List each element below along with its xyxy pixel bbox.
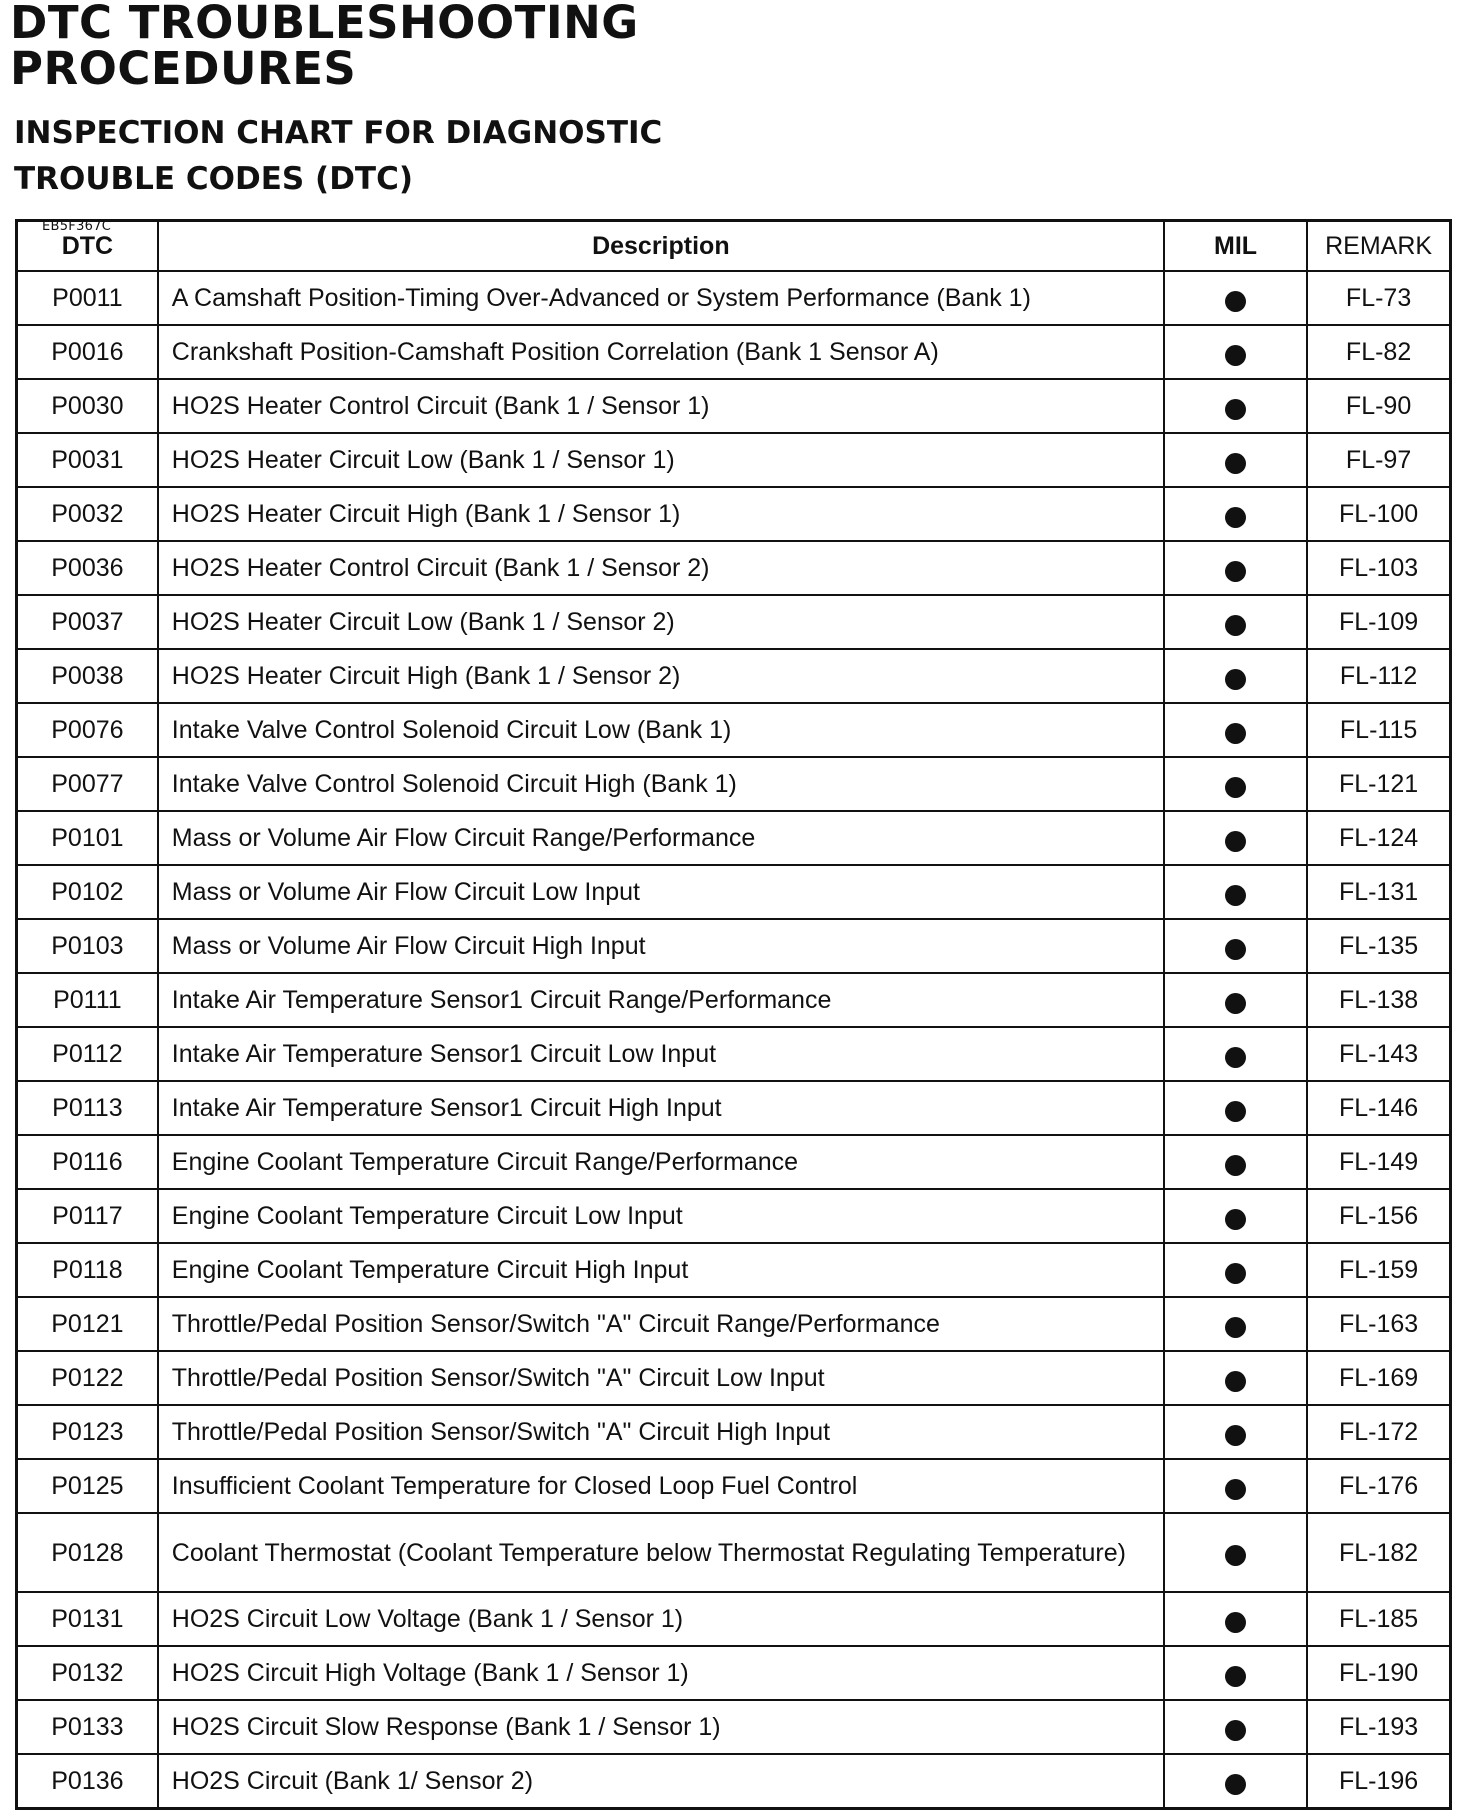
mil-cell (1164, 1297, 1307, 1351)
dtc-inspection-table (15, 219, 1452, 1810)
description-cell: HO2S Heater Circuit High (Bank 1 / Sensor 2) (158, 649, 1164, 703)
remark-cell: FL-90 (1307, 379, 1450, 433)
remark-cell: FL-176 (1307, 1459, 1450, 1513)
mil-cell (1164, 757, 1307, 811)
dtc-code-cell: P0101 (17, 811, 158, 865)
mil-on-dot-icon (1225, 1720, 1246, 1741)
dtc-code-cell: P0116 (17, 1135, 158, 1189)
remark-cell: FL-82 (1307, 325, 1450, 379)
mil-on-dot-icon (1225, 1666, 1246, 1687)
table-row (17, 1081, 1451, 1135)
dtc-code-cell: P0113 (17, 1081, 158, 1135)
mil-on-dot-icon (1225, 1209, 1246, 1230)
mil-on-dot-icon (1225, 615, 1246, 636)
mil-cell (1164, 1754, 1307, 1809)
remark-cell: FL-131 (1307, 865, 1450, 919)
mil-cell (1164, 487, 1307, 541)
remark-cell: FL-109 (1307, 595, 1450, 649)
table-row (17, 1700, 1451, 1754)
table-row (17, 649, 1451, 703)
mil-cell (1164, 1189, 1307, 1243)
mil-cell (1164, 1351, 1307, 1405)
dtc-code-cell: P0102 (17, 865, 158, 919)
table-row (17, 325, 1451, 379)
mil-on-dot-icon (1225, 345, 1246, 366)
mil-cell (1164, 973, 1307, 1027)
mil-on-dot-icon (1225, 399, 1246, 420)
mil-on-dot-icon (1225, 993, 1246, 1014)
page-title (10, 0, 639, 95)
mil-cell (1164, 703, 1307, 757)
remark-cell: FL-146 (1307, 1081, 1450, 1135)
table-row (17, 1351, 1451, 1405)
dtc-code-cell: P0125 (17, 1459, 158, 1513)
remark-cell: FL-112 (1307, 649, 1450, 703)
dtc-code-cell: P0077 (17, 757, 158, 811)
table-row (17, 433, 1451, 487)
description-cell: HO2S Heater Control Circuit (Bank 1 / Sensor 2) (158, 541, 1164, 595)
description-cell: Engine Coolant Temperature Circuit High Input (158, 1243, 1164, 1297)
remark-cell: FL-100 (1307, 487, 1450, 541)
table-row (17, 1459, 1451, 1513)
dtc-code-cell: P0037 (17, 595, 158, 649)
description-cell: Mass or Volume Air Flow Circuit Low Input (158, 865, 1164, 919)
mil-on-dot-icon (1225, 1263, 1246, 1284)
dtc-code-cell: P0122 (17, 1351, 158, 1405)
mil-on-dot-icon (1225, 1047, 1246, 1068)
table-row (17, 1243, 1451, 1297)
description-cell: HO2S Heater Circuit Low (Bank 1 / Sensor 1) (158, 433, 1164, 487)
table-row (17, 1646, 1451, 1700)
remark-cell: FL-159 (1307, 1243, 1450, 1297)
remark-cell: FL-193 (1307, 1700, 1450, 1754)
dtc-code-cell: P0111 (17, 973, 158, 1027)
mil-on-dot-icon (1225, 1371, 1246, 1392)
mil-on-dot-icon (1225, 1479, 1246, 1500)
table-row (17, 703, 1451, 757)
dtc-code-cell: P0136 (17, 1754, 158, 1809)
description-cell: A Camshaft Position-Timing Over-Advanced or System Performance (Bank 1) (158, 271, 1164, 325)
page-title-line-1: DTC TROUBLESHOOTING (10, 0, 639, 49)
table-row (17, 1754, 1451, 1809)
dtc-code-cell: P0036 (17, 541, 158, 595)
dtc-code-cell: P0123 (17, 1405, 158, 1459)
mil-cell (1164, 865, 1307, 919)
description-cell: HO2S Circuit Low Voltage (Bank 1 / Sensor 1) (158, 1592, 1164, 1646)
dtc-code-cell: P0031 (17, 433, 158, 487)
description-cell: Coolant Thermostat (Coolant Temperature below Thermostat Regulating Temperature) (158, 1513, 1164, 1592)
table-row (17, 757, 1451, 811)
dtc-code-cell: P0128 (17, 1513, 158, 1592)
table-row (17, 1027, 1451, 1081)
remark-cell: FL-182 (1307, 1513, 1450, 1592)
remark-cell: FL-124 (1307, 811, 1450, 865)
remark-cell: FL-103 (1307, 541, 1450, 595)
dtc-code-cell: P0030 (17, 379, 158, 433)
dtc-code-cell: P0112 (17, 1027, 158, 1081)
table-row (17, 1135, 1451, 1189)
section-title-line-1: INSPECTION CHART FOR DIAGNOSTIC (14, 115, 663, 151)
section-title-line-2-text: TROUBLE CODES (DTC) (14, 161, 413, 197)
remark-cell: FL-73 (1307, 271, 1450, 325)
remark-cell: FL-143 (1307, 1027, 1450, 1081)
description-cell: HO2S Heater Circuit High (Bank 1 / Sensor 1) (158, 487, 1164, 541)
dtc-code-cell: P0117 (17, 1189, 158, 1243)
mil-on-dot-icon (1225, 885, 1246, 906)
mil-cell (1164, 1027, 1307, 1081)
description-cell: Intake Air Temperature Sensor1 Circuit Low Input (158, 1027, 1164, 1081)
remark-cell: FL-115 (1307, 703, 1450, 757)
mil-cell (1164, 325, 1307, 379)
mil-on-dot-icon (1225, 507, 1246, 528)
remark-cell: FL-163 (1307, 1297, 1450, 1351)
dtc-code-cell: P0118 (17, 1243, 158, 1297)
mil-cell (1164, 433, 1307, 487)
mil-cell (1164, 1459, 1307, 1513)
mil-on-dot-icon (1225, 669, 1246, 690)
column-header-dtc: DTC (17, 221, 158, 272)
description-cell: Crankshaft Position-Camshaft Position Correlation (Bank 1 Sensor A) (158, 325, 1164, 379)
mil-cell (1164, 811, 1307, 865)
table-row (17, 487, 1451, 541)
table-row (17, 973, 1451, 1027)
mil-cell (1164, 1700, 1307, 1754)
description-cell: Intake Air Temperature Sensor1 Circuit Range/Performance (158, 973, 1164, 1027)
mil-cell (1164, 1646, 1307, 1700)
description-cell: HO2S Circuit High Voltage (Bank 1 / Sensor 1) (158, 1646, 1164, 1700)
remark-cell: FL-169 (1307, 1351, 1450, 1405)
table-header-row (17, 221, 1451, 272)
remark-cell: FL-135 (1307, 919, 1450, 973)
table-body (17, 271, 1451, 1809)
mil-on-dot-icon (1225, 1612, 1246, 1633)
dtc-code-cell: P0032 (17, 487, 158, 541)
table-row (17, 595, 1451, 649)
column-header-remark: REMARK (1307, 221, 1450, 272)
table-row (17, 1297, 1451, 1351)
remark-cell: FL-149 (1307, 1135, 1450, 1189)
description-cell: Engine Coolant Temperature Circuit Range/Performance (158, 1135, 1164, 1189)
mil-cell (1164, 1513, 1307, 1592)
mil-on-dot-icon (1225, 561, 1246, 582)
description-cell: Mass or Volume Air Flow Circuit High Input (158, 919, 1164, 973)
dtc-code-cell: P0121 (17, 1297, 158, 1351)
mil-on-dot-icon (1225, 777, 1246, 798)
mil-cell (1164, 1081, 1307, 1135)
dtc-code-cell: P0133 (17, 1700, 158, 1754)
table-row (17, 1592, 1451, 1646)
dtc-code-cell: P0132 (17, 1646, 158, 1700)
mil-cell (1164, 379, 1307, 433)
table-row (17, 271, 1451, 325)
table-row (17, 865, 1451, 919)
mil-on-dot-icon (1225, 1155, 1246, 1176)
mil-cell (1164, 649, 1307, 703)
description-cell: HO2S Circuit Slow Response (Bank 1 / Sensor 1) (158, 1700, 1164, 1754)
remark-cell: FL-97 (1307, 433, 1450, 487)
table-row (17, 811, 1451, 865)
mil-on-dot-icon (1225, 1774, 1246, 1795)
description-cell: Intake Valve Control Solenoid Circuit Low (Bank 1) (158, 703, 1164, 757)
description-cell: Throttle/Pedal Position Sensor/Switch "A" Circuit Low Input (158, 1351, 1164, 1405)
document-code: EB5F367C (42, 218, 112, 234)
description-cell: HO2S Circuit (Bank 1/ Sensor 2) (158, 1754, 1164, 1809)
table-row (17, 1405, 1451, 1459)
remark-cell: FL-190 (1307, 1646, 1450, 1700)
mil-cell (1164, 1243, 1307, 1297)
description-cell: Insufficient Coolant Temperature for Closed Loop Fuel Control (158, 1459, 1164, 1513)
mil-cell (1164, 595, 1307, 649)
mil-on-dot-icon (1225, 291, 1246, 312)
column-header-description: Description (158, 221, 1164, 272)
remark-cell: FL-138 (1307, 973, 1450, 1027)
remark-cell: FL-156 (1307, 1189, 1450, 1243)
mil-cell (1164, 1592, 1307, 1646)
description-cell: Mass or Volume Air Flow Circuit Range/Performance (158, 811, 1164, 865)
mil-cell (1164, 271, 1307, 325)
remark-cell: FL-196 (1307, 1754, 1450, 1809)
description-cell: Throttle/Pedal Position Sensor/Switch "A" Circuit Range/Performance (158, 1297, 1164, 1351)
description-cell: Engine Coolant Temperature Circuit Low Input (158, 1189, 1164, 1243)
remark-cell: FL-121 (1307, 757, 1450, 811)
dtc-code-cell: P0016 (17, 325, 158, 379)
mil-on-dot-icon (1225, 1545, 1246, 1566)
dtc-code-cell: P0038 (17, 649, 158, 703)
mil-on-dot-icon (1225, 453, 1246, 474)
mil-on-dot-icon (1225, 939, 1246, 960)
table-row (17, 1189, 1451, 1243)
mil-cell (1164, 919, 1307, 973)
description-cell: HO2S Heater Control Circuit (Bank 1 / Sensor 1) (158, 379, 1164, 433)
mil-on-dot-icon (1225, 831, 1246, 852)
table-row (17, 919, 1451, 973)
remark-cell: FL-185 (1307, 1592, 1450, 1646)
description-cell: Throttle/Pedal Position Sensor/Switch "A" Circuit High Input (158, 1405, 1164, 1459)
mil-on-dot-icon (1225, 1317, 1246, 1338)
description-cell: HO2S Heater Circuit Low (Bank 1 / Sensor 2) (158, 595, 1164, 649)
dtc-code-cell: P0103 (17, 919, 158, 973)
mil-cell (1164, 541, 1307, 595)
dtc-code-cell: P0131 (17, 1592, 158, 1646)
mil-on-dot-icon (1225, 1425, 1246, 1446)
mil-cell (1164, 1135, 1307, 1189)
description-cell: Intake Valve Control Solenoid Circuit High (Bank 1) (158, 757, 1164, 811)
page-title-line-2: PROCEDURES (10, 42, 357, 95)
table-row (17, 541, 1451, 595)
table-row (17, 379, 1451, 433)
column-header-mil: MIL (1164, 221, 1307, 272)
mil-on-dot-icon (1225, 723, 1246, 744)
dtc-code-cell: P0076 (17, 703, 158, 757)
mil-cell (1164, 1405, 1307, 1459)
table-row (17, 1513, 1451, 1592)
remark-cell: FL-172 (1307, 1405, 1450, 1459)
description-cell: Intake Air Temperature Sensor1 Circuit High Input (158, 1081, 1164, 1135)
mil-on-dot-icon (1225, 1101, 1246, 1122)
dtc-code-cell: P0011 (17, 271, 158, 325)
